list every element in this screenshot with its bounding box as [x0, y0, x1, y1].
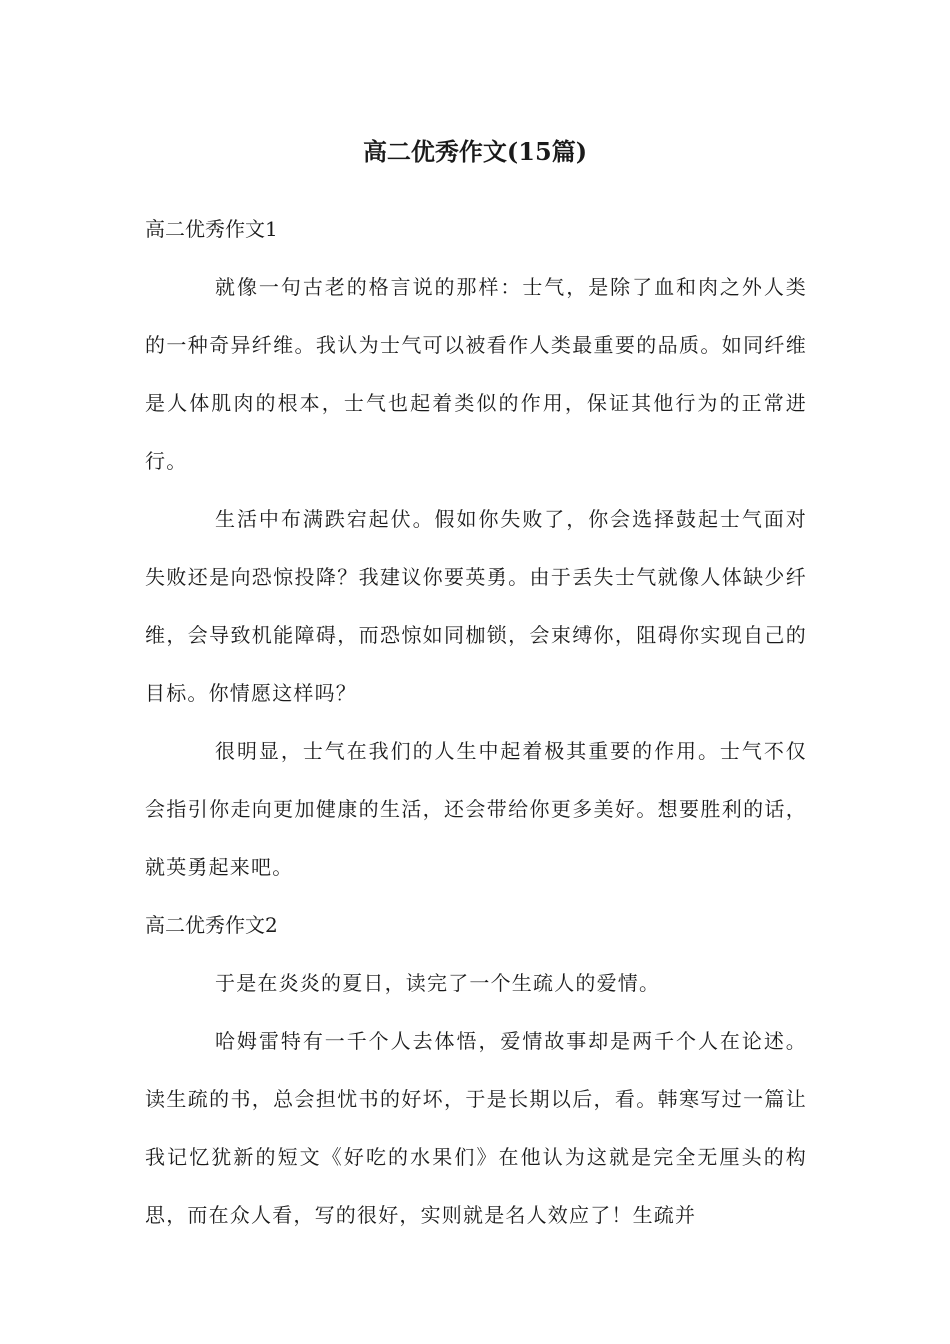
paragraph: 哈姆雷特有一千个人去体悟，爱情故事却是两千个人在论述。读生疏的书，总会担忧书的好坏，于是长期以后，看。韩寒写过一篇让我记忆犹新的短文《好吃的水果们》在他认为这就是完全无厘头的构思，而在众人看，写的很好，实则就是名人效应了！生疏并: [145, 1029, 807, 1227]
paragraph: 生活中布满跌宕起伏。假如你失败了，你会选择鼓起士气面对失败还是向恐惊投降？我建议你要英勇。由于丢失士气就像人体缺少纤维，会导致机能障碍，而恐惊如同枷锁，会束缚你，阻碍你实现自己的目标。你情愿这样吗？: [145, 507, 807, 705]
essay-section-1: [145, 200, 807, 896]
essay-section-2: [145, 896, 807, 1244]
paragraph: 很明显，士气在我们的人生中起着极其重要的作用。士气不仅会指引你走向更加健康的生活，还会带给你更多美好。想要胜利的话，就英勇起来吧。: [145, 739, 807, 879]
section-heading: 高二优秀作文1: [145, 217, 278, 241]
document-title: 高二优秀作文(15篇): [362, 137, 588, 166]
document-body: [145, 200, 807, 1244]
paragraph: 就像一句古老的格言说的那样：士气，是除了血和肉之外人类的一种奇异纤维。我认为士气可以被看作人类最重要的品质。如同纤维是人体肌肉的根本，士气也起着类似的作用，保证其他行为的正常进行。: [145, 275, 807, 473]
paragraph: 于是在炎炎的夏日，读完了一个生疏人的爱情。: [215, 971, 661, 995]
section-heading: 高二优秀作文2: [145, 913, 278, 937]
